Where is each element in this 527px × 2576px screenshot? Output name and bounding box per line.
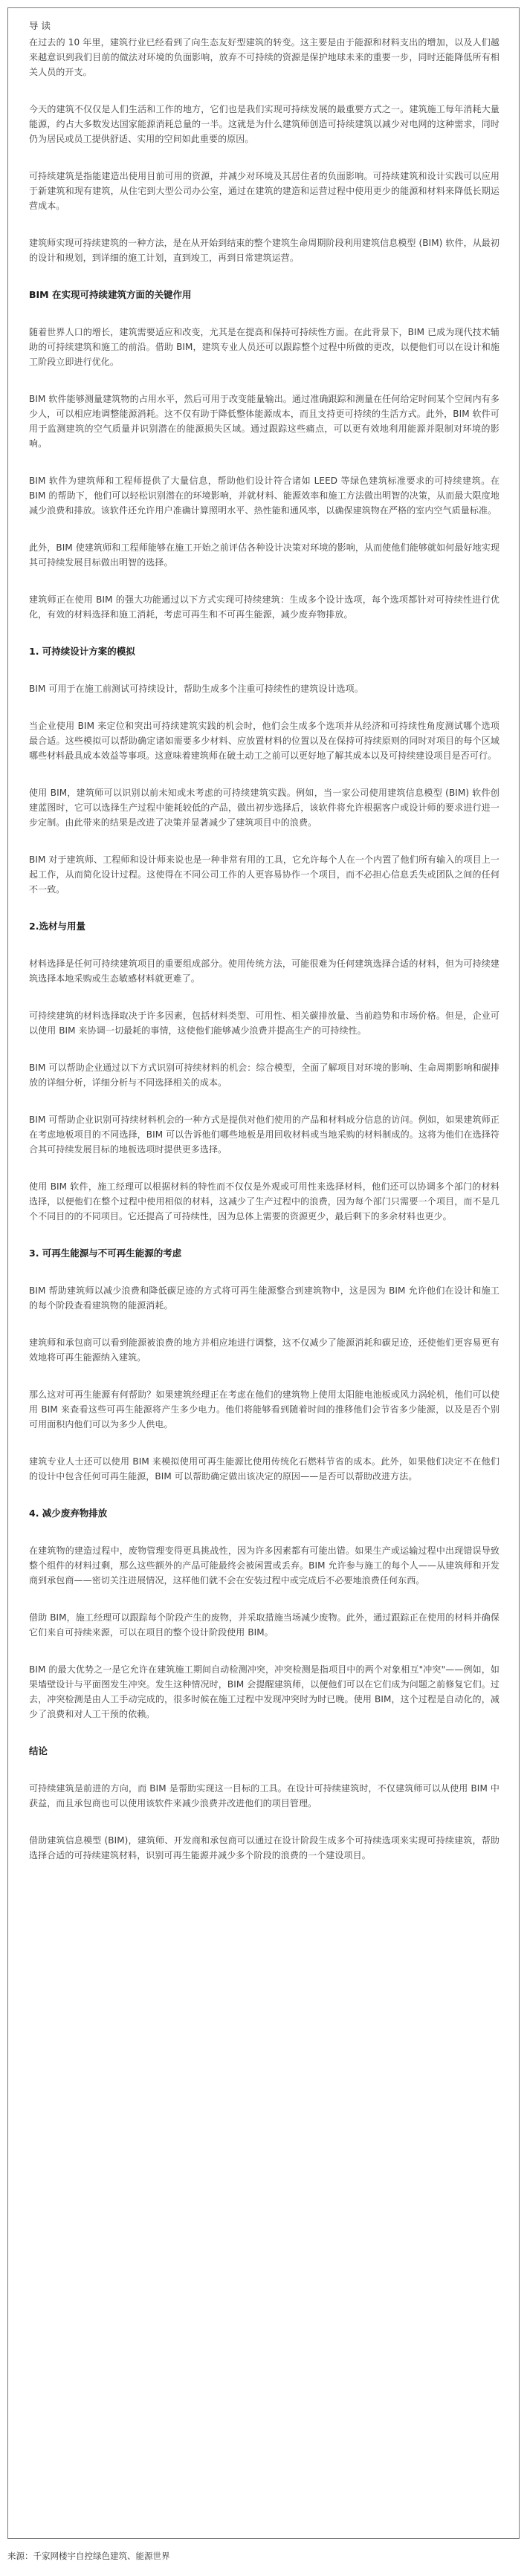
paragraph: 借助 BIM，施工经理可以跟踪每个阶段产生的废物，并采取措施当场减少废物。此外，通过跟踪正在使用的材料并确保它们来自可持续来源，可以在项目的整个设计阶段使用 BIM。 bbox=[29, 1612, 499, 1638]
paragraph: BIM 可帮助企业识别可持续材料机会的一种方式是提供对他们使用的产品和材料成分信息的访问。例如，如果建筑师正在考虑地板项目的不同选择，BIM 可以告诉他们哪些地板是用回收材料或当地采购的材料制成的。这将为他们在选择符合其可持续发展目标的地板选项时提供更多选择。 bbox=[29, 1115, 499, 1155]
paragraph: BIM 可用于在施工前测试可持续设计，帮助生成多个注重可持续性的建筑设计选项。 bbox=[29, 684, 363, 694]
paragraph: BIM 可以帮助企业通过以下方式识别可持续材料的机会：综合模型，全面了解项目对环境的影响、生命周期影响和碳排放的详细分析，详细分析与不同选择相关的成本。 bbox=[29, 1062, 499, 1088]
paragraph: BIM 软件为建筑师和工程师提供了大量信息，帮助他们设计符合诸如 LEED 等绿色建筑标准要求的可持续建筑。在 BIM 的帮助下，他们可以轻松识别潜在的环境影响，并就材料、能源效率和施工方法做出明智的决策，从而最大限度地减少浪费和排放。该软件还允许用户准确计算照明水平、热性能和通风率，以确保建筑物在严格的室内空气质量标准。 bbox=[29, 476, 499, 516]
section-heading: 1. 可持续设计方案的模拟 bbox=[29, 646, 135, 657]
paragraph: BIM 帮助建筑师以减少浪费和降低碳足迹的方式将可再生能源整合到建筑物中，这是因为 BIM 允许他们在设计和施工的每个阶段查看建筑物的能源消耗。 bbox=[29, 1285, 499, 1311]
paragraph: 今天的建筑不仅仅是人们生活和工作的地方，它们也是我们实现可持续发展的最重要方式之一。建筑施工每年消耗大量能源，约占大多数发达国家能源消耗总量的一半。这就是为什么建筑师创造可持续建筑以减少对电网的这种需求，同时仍为居民或员工提供舒适、实用的空间如此重要的原因。 bbox=[29, 104, 499, 144]
paragraph: BIM 对于建筑师、工程师和设计师来说也是一种非常有用的工具，它允许每个人在一个内置了他们所有输入的项目上一起工作，从而简化设计过程。这使得在不同公司工作的人更容易协作一个项目，而不必担心信息丢失或团队之间的任何不一致。 bbox=[29, 854, 499, 895]
paragraph: 可持续建筑是前进的方向，而 BIM 是帮助实现这一目标的工具。在设计可持续建筑时，不仅建筑师可以从使用 BIM 中获益，而且承包商也可以使用该软件来减少浪费并改进他们的项目管理。 bbox=[29, 1783, 499, 1808]
article-frame bbox=[7, 7, 520, 2539]
paragraph: 在过去的 10 年里，建筑行业已经看到了向生态友好型建筑的转变。这主要是由于能源和材料支出的增加，以及人们越来越意识到我们目前的做法对环境的负面影响，放弃不可持续的资源是保护地球未来的重要一步，同时还能降低所有相关人员的开支。 bbox=[29, 37, 499, 77]
paragraph: 建筑师和承包商可以看到能源被浪费的地方并相应地进行调整，这不仅减少了能源消耗和碳足迹，还使他们更容易更有效地将可再生能源纳入建筑。 bbox=[29, 1337, 499, 1363]
paragraph: 使用 BIM 软件，施工经理可以根据材料的特性而不仅仅是外观或可用性来选择材料，他们还可以协调多个部门的材料选择，以便他们在整个过程中使用相似的材料，这减少了生产过程中的浪费，因为每个部门只需要一个项目，而不是几个不同目的的不同项目。它还提高了可持续性，因为总体上需要的资源更少，最后剩下的多余材料也更少。 bbox=[29, 1181, 499, 1222]
section-heading: 2.选材与用量 bbox=[29, 921, 85, 932]
section-heading: BIM 在实现可持续建筑方面的关键作用 bbox=[29, 289, 192, 300]
paragraph: 那么这对可再生能源有何帮助？如果建筑经理正在考虑在他们的建筑物上使用太阳能电池板或风力涡轮机，他们可以使用 BIM 来查看这些可再生能源将产生多少电力。他们将能够看到随着时间的推移他们会节省多少能源，以及是否个别可用面积内他们可以为多少人供电。 bbox=[29, 1389, 499, 1430]
article-body bbox=[29, 19, 499, 1863]
paragraph: 建筑师实现可持续建筑的一种方法，是在从开始到结束的整个建筑生命周期阶段利用建筑信息模型 (BIM) 软件，从最初的设计和规划，到详细的施工计划，直到竣工，再到日常建筑运营。 bbox=[29, 238, 499, 263]
paragraph: 建筑师正在使用 BIM 的强大功能通过以下方式实现可持续建筑：生成多个设计选项，每个选项都针对可持续性进行优化，有效的材料选择和施工消耗，考虑可再生和不可再生能源，减少废弃物排放。 bbox=[29, 594, 499, 620]
paragraph: 随着世界人口的增长，建筑需要适应和改变，尤其是在提高和保持可持续性方面。在此背景下，BIM 已成为现代技术辅助的可持续建筑和施工的前沿。借助 BIM，建筑专业人员还可以跟踪整个过程中所做的更改，以便他们可以在设计和施工阶段立即进行优化。 bbox=[29, 327, 499, 367]
paragraph: 可持续建筑是指能建造出使用目前可用的资源，并减少对环境及其居住者的负面影响。可持续建筑和设计实践可以应用于新建筑和现有建筑，从住宅到大型公司办公室，通过在建筑的建造和运营过程中使用更少的能源和材料来降低长期运营成本。 bbox=[29, 171, 499, 211]
source-credit: 来源：千家网楼宇自控绿色建筑、能源世界 bbox=[7, 2551, 170, 2561]
section-heading: 3. 可再生能源与不可再生能源的考虑 bbox=[29, 1248, 182, 1259]
section-heading: 结论 bbox=[29, 1745, 48, 1756]
paragraph: 借助建筑信息模型 (BIM)，建筑师、开发商和承包商可以通过在设计阶段生成多个可持续选项来实现可持续建筑，帮助选择合适的可持续建筑材料，识别可再生能源并减少多个阶段的浪费的一个建设项目。 bbox=[29, 1835, 499, 1860]
paragraph: 材料选择是任何可持续建筑项目的重要组成部分。使用传统方法，可能很难为任何建筑选择合适的材料，但为可持续建筑选择本地采购或生态敏感材料就更难了。 bbox=[29, 958, 499, 984]
paragraph: 当企业使用 BIM 来定位和突出可持续建筑实践的机会时，他们会生成多个选项并从经济和可持续性角度测试哪个选项最合适。这些模拟可以帮助确定诸如需要多少材料、应放置材料的位置以及在保持可持续原则的同时对项目的每个区域哪些材料最具成本效益等事项。这意味着建筑师在破土动工之前可以更好地了解其成本以及可持续建设项目是否可行。 bbox=[29, 721, 499, 761]
paragraph: 可持续建筑的材料选择取决于许多因素，包括材料类型、可用性、相关碳排放量、当前趋势和市场价格。但是，企业可以使用 BIM 来协调一切最耗的事情，这使他们能够减少浪费并提高生产的可持续性。 bbox=[29, 1010, 499, 1036]
section-heading: 4. 减少废弃物排放 bbox=[29, 1508, 108, 1519]
paragraph: BIM 的最大优势之一是它允许在建筑施工期间自动检测冲突，冲突检测是指项目中的两个对象相互"冲突"——例如，如果墙壁设计与平面图发生冲突。发生这种情况时，BIM 会提醒建筑师，以便他们可以在它们成为问题之前修复它们。过去，冲突检测是由人工手动完成的，很多时候在施工过程中发现冲突时为时已晚。使用 BIM，这个过程是自动化的，减少了浪费和对人工干预的依赖。 bbox=[29, 1664, 499, 1719]
paragraph: BIM 软件能够测量建筑物的占用水平，然后可用于改变能量输出。通过准确跟踪和测量在任何给定时间某个空间内有多少人，可以相应地调整能源消耗。这不仅有助于降低整体能源成本，而且支持更可持续的生活方式。此外，BIM 软件可用于监测建筑的空气质量并识别潜在的能源损失区域。通过跟踪这些痛点，可以更有效地利用能源并限制对环境的影响。 bbox=[29, 394, 499, 449]
paragraph: 使用 BIM，建筑师可以识别以前未知或未考虑的可持续建筑实践。例如，当一家公司使用建筑信息模型 (BIM) 软件创建蓝图时，它可以选择生产过程中能耗较低的产品，做出初步选择后，该软件将允许根据客户或设计师的要求进行进一步定制。由此带来的结果是改进了决策并显著减少了建筑项目中的浪费。 bbox=[29, 788, 499, 828]
intro-title: 导 读 bbox=[29, 20, 51, 31]
paragraph: 此外，BIM 使建筑师和工程师能够在施工开始之前评估各种设计决策对环境的影响，从而使他们能够就如何最好地实现其可持续发展目标做出明智的选择。 bbox=[29, 542, 499, 568]
paragraph: 在建筑物的建造过程中，废物管理变得更具挑战性，因为许多因素都有可能出错。如果生产或运输过程中出现错误导致整个组件的材料过剩，那么这些额外的产品可能最终会被闲置或丢弃。BIM 允许参与施工的每个人——从建筑师和开发商到承包商——密切关注进展情况，这样他们就不会在安装过程中或完成后不必要地浪费任何东西。 bbox=[29, 1545, 499, 1586]
paragraph: 建筑专业人士还可以使用 BIM 来模拟使用可再生能源比使用传统化石燃料节省的成本。此外，如果他们决定不在他们的设计中包含任何可再生能源，BIM 可以帮助确定做出该决定的原因——是否可以帮助改进方法。 bbox=[29, 1456, 499, 1482]
